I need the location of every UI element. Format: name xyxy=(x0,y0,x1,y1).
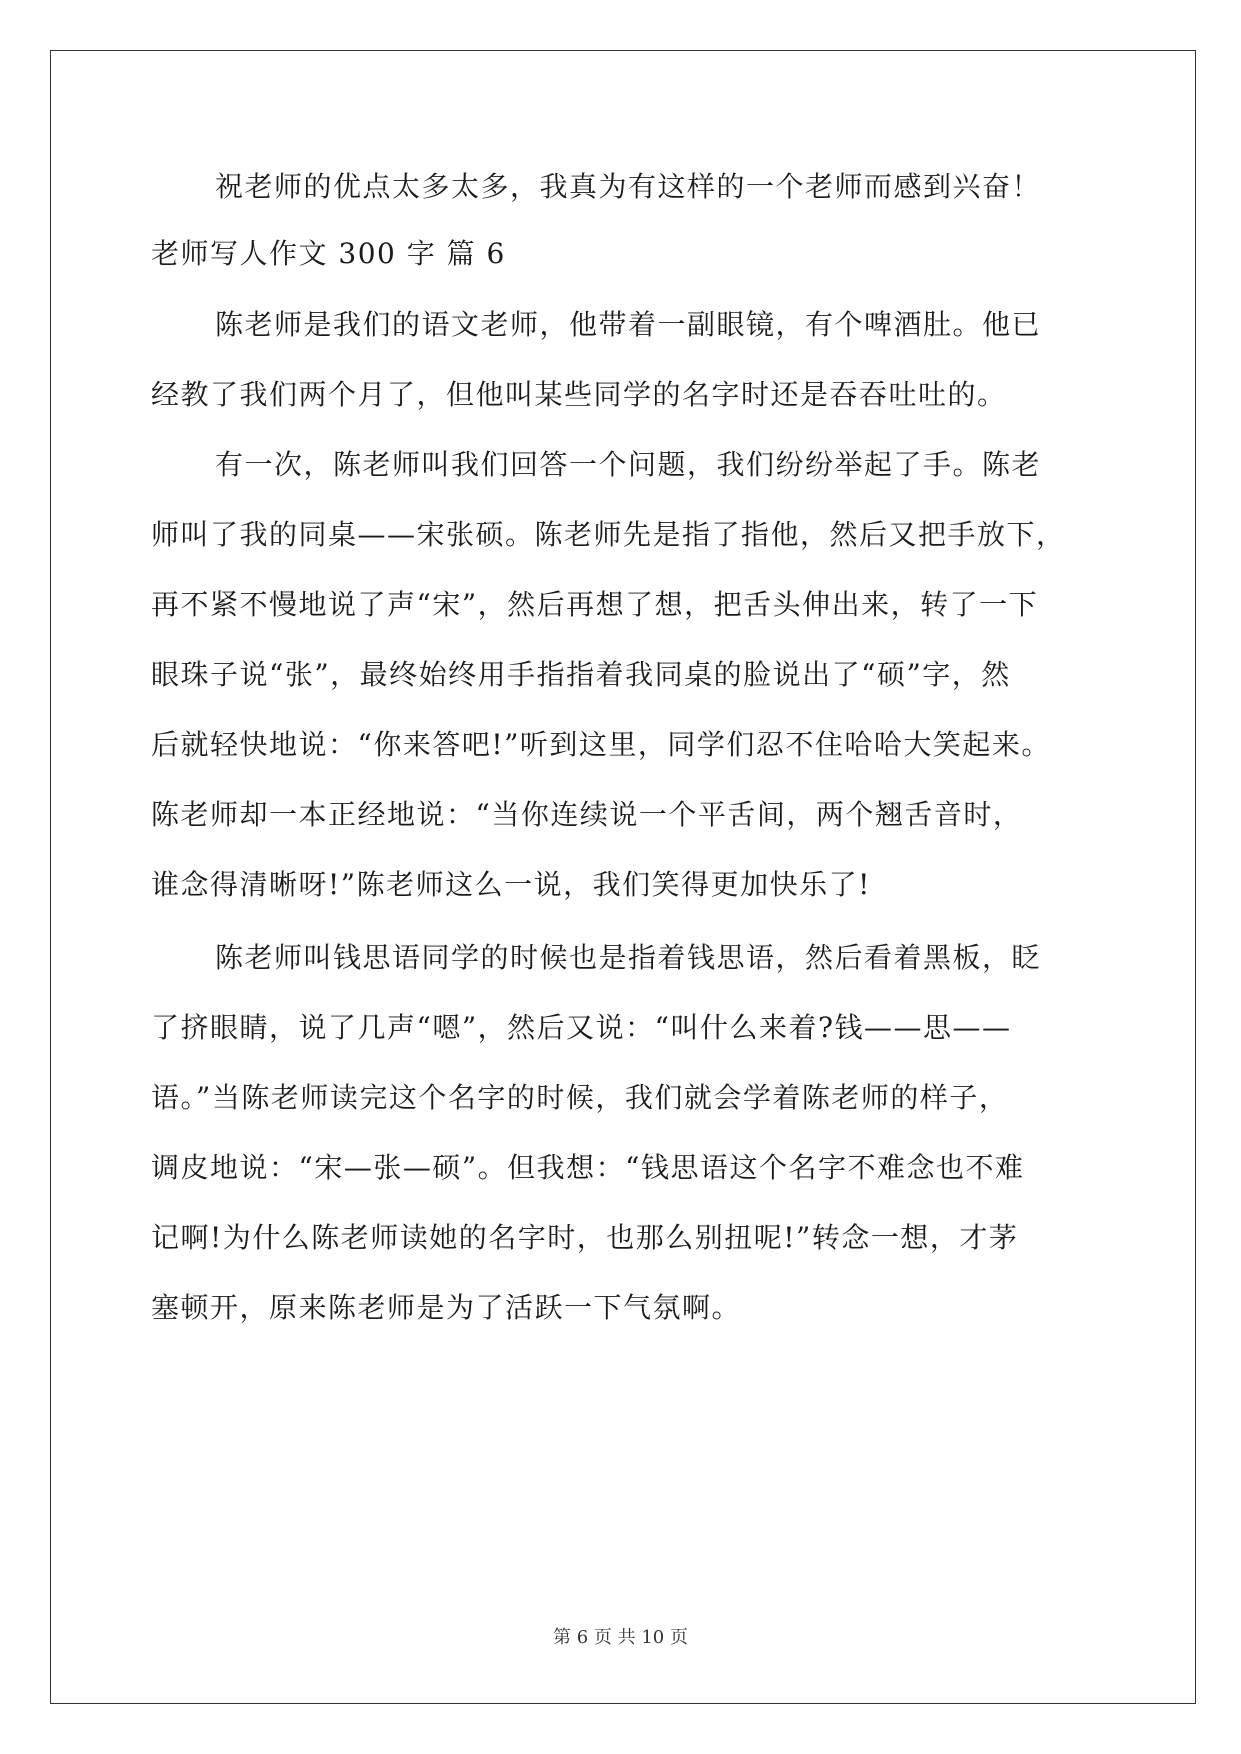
paragraph-line: 调皮地说：“宋—张—硕”。但我想：“钱思语这个名字不难念也不难 xyxy=(151,1151,1025,1184)
paragraph-line: 有一次，陈老师叫我们回答一个问题，我们纷纷举起了手。陈老 xyxy=(215,448,1042,481)
paragraph-line: 塞顿开，原来陈老师是为了活跃一下气氛啊。 xyxy=(151,1291,742,1324)
paragraph-line: 了挤眼睛，说了几声“嗯”，然后又说：“叫什么来着?钱——思—— xyxy=(151,1011,1012,1044)
paragraph-line: 陈老师却一本正经地说：“当你连续说一个平舌间，两个翘舌音时， xyxy=(151,798,1023,831)
paragraph-line: 后就轻快地说：“你来答吧!”听到这里，同学们忍不住哈哈大笑起来。 xyxy=(151,728,1051,761)
paragraph-line: 眼珠子说“张”，最终始终用手指指着我同桌的脸说出了“硕”字，然 xyxy=(151,658,1011,691)
paragraph-line: 谁念得清晰呀!”陈老师这么一说，我们笑得更加快乐了! xyxy=(151,868,871,901)
paragraph-line: 语。”当陈老师读完这个名字的时候，我们就会学着陈老师的样子， xyxy=(151,1081,1009,1114)
paragraph-line: 经教了我们两个月了，但他叫某些同学的名字时还是吞吞吐吐的。 xyxy=(151,378,1007,411)
page-footer: 第 6 页 共 10 页 xyxy=(553,1627,688,1648)
section-heading: 老师写人作文 300 字 篇 6 xyxy=(151,237,506,270)
paragraph-line: 师叫了我的同桌——宋张硕。陈老师先是指了指他，然后又把手放下， xyxy=(151,518,1066,551)
paragraph-line: 记啊!为什么陈老师读她的名字时，也那么别扭呢!”转念一想，才茅 xyxy=(151,1221,1019,1254)
paragraph-line: 祝老师的优点太多太多，我真为有这样的一个老师而感到兴奋！ xyxy=(215,170,1042,203)
paragraph-line: 陈老师叫钱思语同学的时候也是指着钱思语，然后看着黑板，眨 xyxy=(215,941,1042,974)
paragraph-line: 再不紧不慢地说了声“宋”，然后再想了想，把舌头伸出来，转了一下 xyxy=(151,588,1039,621)
paragraph-line: 陈老师是我们的语文老师，他带着一副眼镜，有个啤酒肚。他已 xyxy=(215,308,1042,341)
